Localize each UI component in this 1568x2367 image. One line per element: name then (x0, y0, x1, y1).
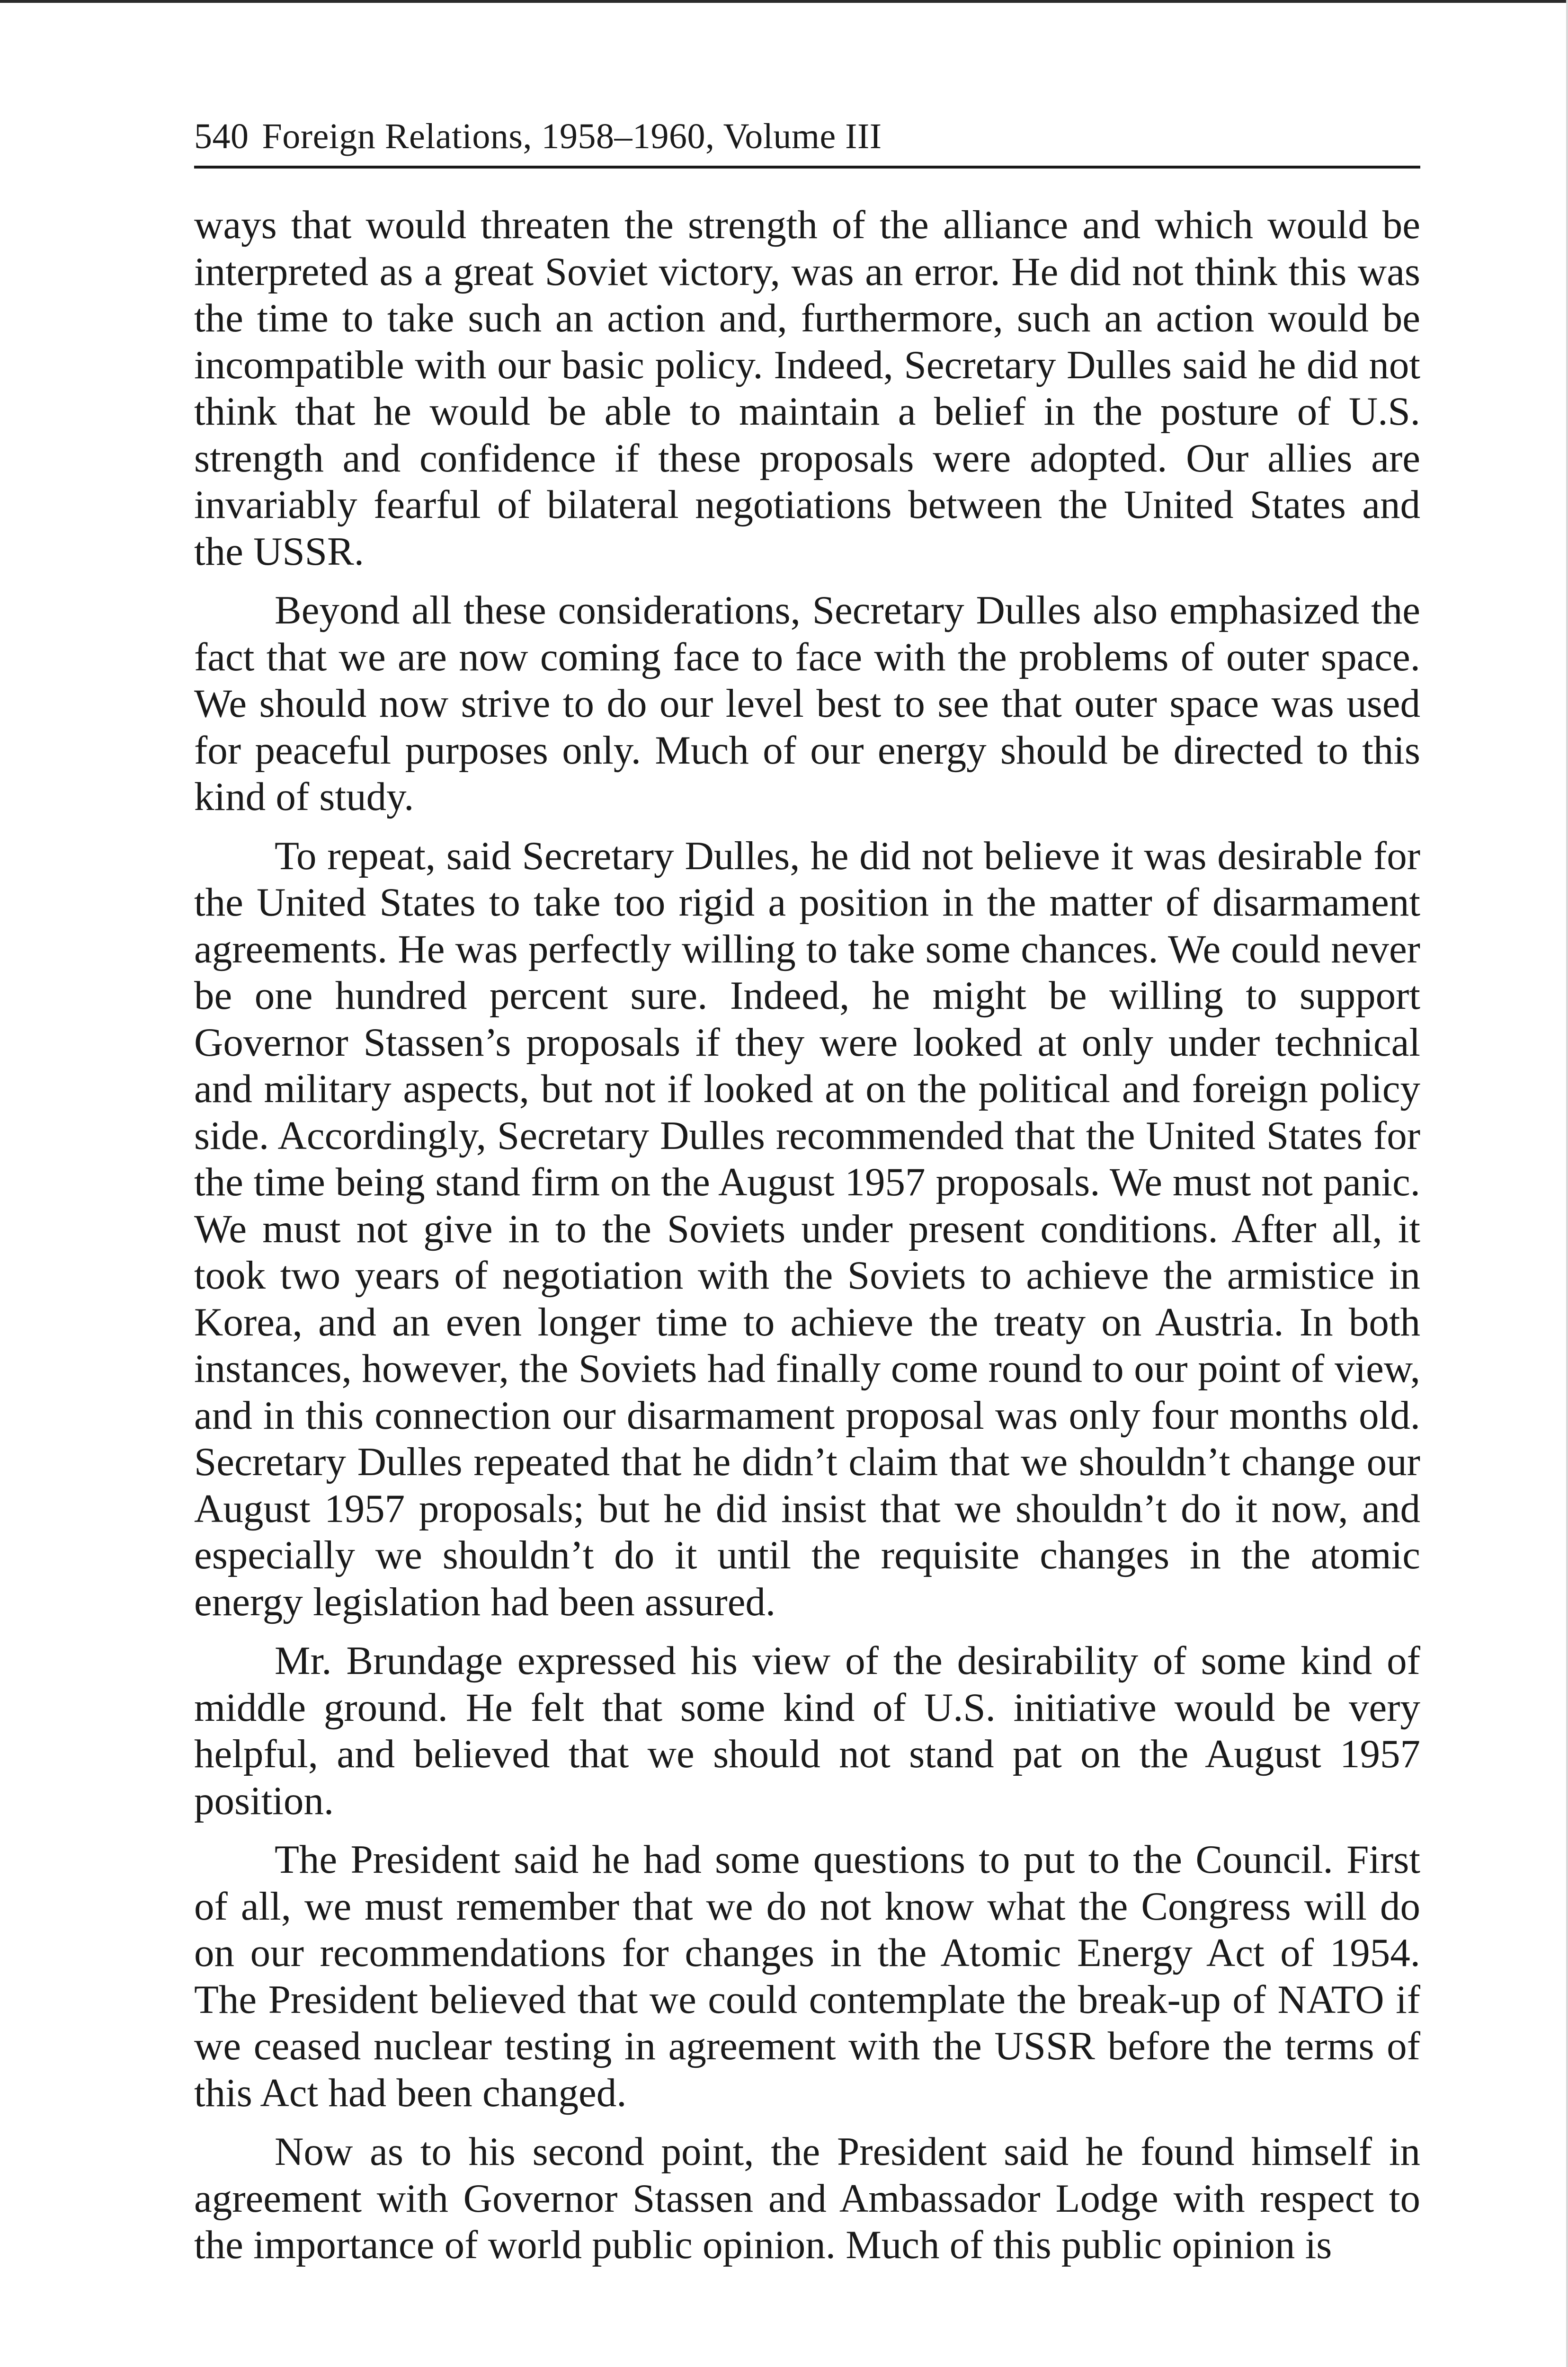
page-number: 540 (194, 116, 249, 156)
running-head (194, 114, 1420, 159)
paragraph-public-opinion: Now as to his second point, the President said he found himself in agreement with Governor Stassen and Ambassador Lodge with respect to the importance of world public opinion. Much of this public opinion is (194, 2129, 1420, 2267)
paragraph-disarmament: To repeat, said Secretary Dulles, he did not believe it was desirable for the United States to take too rigid a position in the matter of disarmament agreements. He was perfectly willing to take some chances. We could never be one hundred percent sure. Indeed, he might be willing to support Governor Stassen’s proposals if they were looked at only under technical and military aspects, but not if looked at on the political and foreign policy side. Accordingly, Secretary Dulles recommended that the United States for the time being stand firm on the August 1957 proposals. We must not panic. We must not give in to the Soviets under present conditions. After all, it took two years of negotiation with the Soviets to achieve the armistice in Korea, and an even longer time to achieve the treaty on Austria. In both instances, however, the Soviets had finally come round to our point of view, and in this connection our disarmament proposal was only four months old. Secretary Dulles repeated that he didn’t claim that we shouldn’t change our August 1957 proposals; but he did insist that we shouldn’t do it now, and especially we shouldn’t do it until the requisite changes in the atomic energy legislation had been assured. (194, 833, 1420, 1624)
scan-edge-right (1566, 0, 1568, 2367)
header-rule (194, 166, 1420, 169)
volume-title: Foreign Relations, 1958–1960, Volume III (262, 116, 882, 156)
paragraph-president-questions: The President said he had some questions to put to the Council. First of all, we must remember that we do not know what the Congress will do on our recommendations for changes in the Atomic Energy Act of 1954. The President believed that we could contemplate the break-up of NATO if we ceased nuclear testing in agreement with the USSR before the terms of this Act had been changed. (194, 1837, 1420, 2115)
paragraph-outer-space: Beyond all these considerations, Secretary Dulles also emphasized the fact that we are now coming face to face with the problems of outer space. We should now strive to do our level best to see that outer space was used for peaceful purposes only. Much of our energy should be directed to this kind of study. (194, 588, 1420, 819)
scan-edge-top (0, 0, 1568, 3)
document-page (194, 114, 1420, 2281)
paragraph-brundage: Mr. Brundage expressed his view of the desirability of some kind of middle ground. He felt that some kind of U.S. initiative would be very helpful, and believed that we should not stand pat on the August 1957 position. (194, 1638, 1420, 1823)
paragraph-continued: ways that would threaten the strength of the alliance and which would be interpreted as a great Soviet victory, was an error. He did not think this was the time to take such an action and, furthermore, such an action would be incompatible with our basic policy. Indeed, Secretary Dulles said he did not think that he would be able to maintain a belief in the posture of U.S. strength and confidence if these proposals were adopted. Our allies are invariably fearful of bilateral negotiations between the United States and the USSR. (194, 203, 1420, 574)
